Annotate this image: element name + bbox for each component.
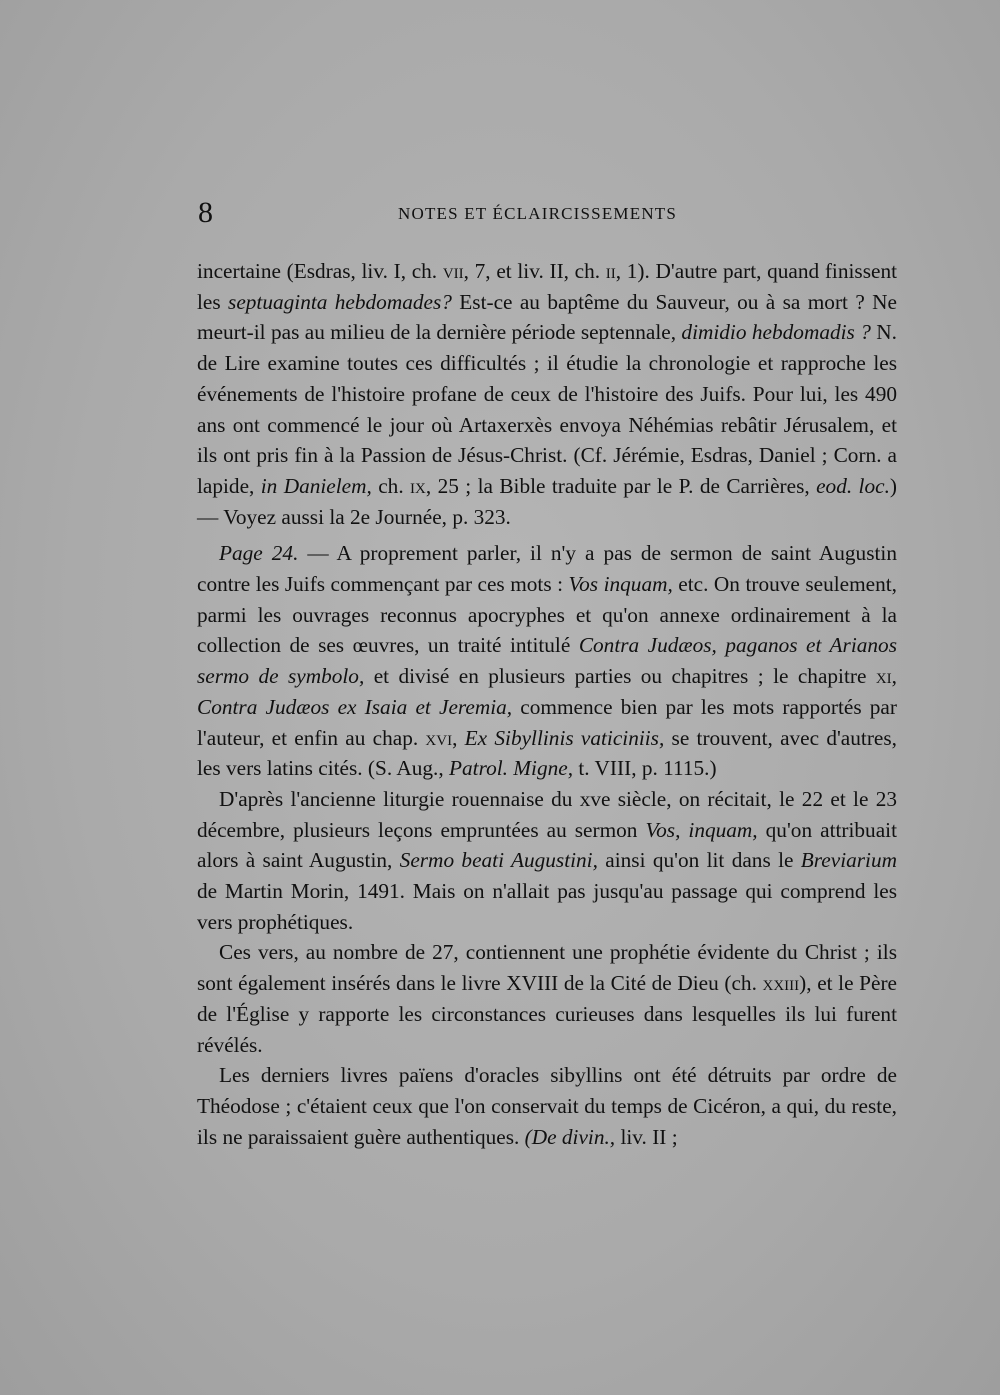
paragraph-1: incertaine (Esdras, liv. I, ch. vii, 7, et liv. II, ch. ii, 1). D'autre part, quand finissent les septuaginta hebdomades? Est-ce au baptême du Sauveur, ou à sa mort ? Ne meurt-il pas au milieu de la dernière période septennale, dimidio hebdomadis ? N. de Lire examine toutes ces difficultés ; il étudie la chronologie et rapproche les événements de l'histoire profane de ceux de l'histoire des Juifs. Pour lui, les 490 ans ont commencé le jour où Artaxerxès envoya Néhémias rebâtir Jérusalem, et ils ont pris fin à la Passion de Jésus-Christ. (Cf. Jérémie, Esdras, Daniel ; Corn. a lapide, in Danielem, ch. ix, 25 ; la Bible traduite par le P. de Carrières, eod. loc.) — Voyez aussi la 2e Journée, p. 323. xyxy=(197,259,898,529)
page-number: 8 xyxy=(198,196,213,229)
paragraph-5: Les derniers livres païens d'oracles sibyllins ont été détruits par ordre de Théodose ; c'étaient ceux que l'on conservait du temps de Cicéron, a qui, du reste, ils ne paraissaient guère authentiques. (De divin., liv. II ; xyxy=(197,1063,897,1149)
paragraph-4: Ces vers, au nombre de 27, contiennent une prophétie évidente du Christ ; ils sont également insérés dans le livre XVIII de la Cité de Dieu (ch. xxiii), et le Père de l'Église y rapporte les circonstances curieuses dans lesquelles ils lui furent révélés. xyxy=(197,940,897,1057)
paragraph-2: Page 24. — A proprement parler, il n'y a pas de sermon de saint Augustin contre les Juifs commençant par ces mots : Vos inquam, etc. On trouve seulement, parmi les ouvrages reconnus apocryphes et qu'on annexe ordinairement à la collection de ses œuvres, un traité intitulé Contra Judæos, paganos et Arianos sermo de symbolo, et divisé en plusieurs parties ou chapitres ; le chapitre xi, Contra Judæos ex Isaia et Jeremia, commence bien par les mots rapportés par l'auteur, et enfin au chap. xvi, Ex Sibyllinis vaticiniis, se trouvent, avec d'autres, les vers latins cités. (S. Aug., Patrol. Migne, t. VIII, p. 1115.) xyxy=(197,541,898,781)
page-header xyxy=(198,196,896,230)
paragraph-3: D'après l'ancienne liturgie rouennaise du xve siècle, on récitait, le 22 et le 23 décembre, plusieurs leçons empruntées au sermon Vos, inquam, qu'on attribuait alors à saint Augustin, Sermo beati Augustini, ainsi qu'on lit dans le Breviarium de Martin Morin, 1491. Mais on n'allait pas jusqu'au passage qui comprend les vers prophétiques. xyxy=(197,786,897,934)
body-text xyxy=(197,256,897,1152)
running-title: NOTES ET ÉCLAIRCISSEMENTS xyxy=(398,204,678,223)
